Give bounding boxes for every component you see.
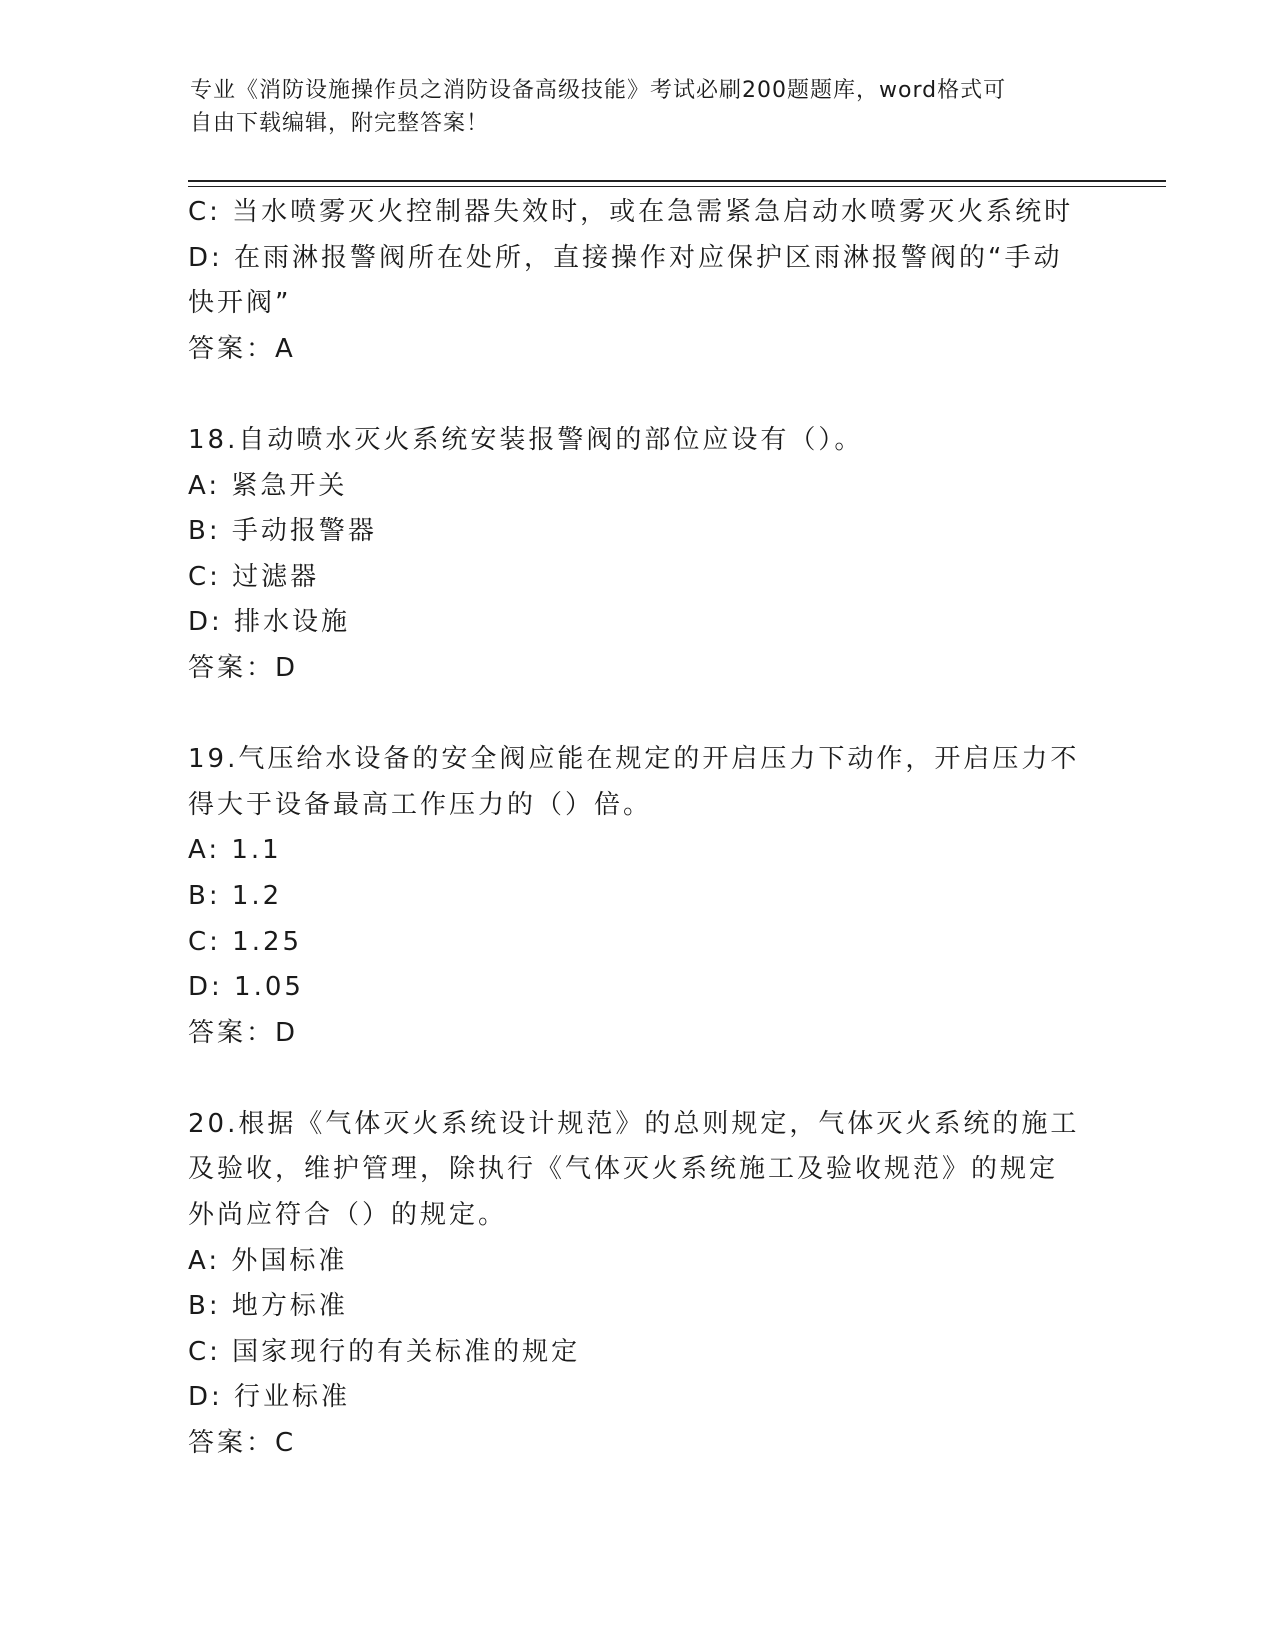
option-c: C: 过滤器 xyxy=(188,561,320,592)
answer-line: 答案：A xyxy=(188,333,296,364)
question-text: 20.根据《气体灭火系统设计规范》的总则规定，气体灭火系统的施工 xyxy=(188,1108,1080,1139)
question-block-17 xyxy=(188,190,1088,372)
question-text: 19.气压给水设备的安全阀应能在规定的开启压力下动作，开启压力不 xyxy=(188,744,1080,775)
option-b: B: 手动报警器 xyxy=(188,516,377,547)
answer-line: 答案：D xyxy=(188,652,299,683)
option-c: C: 国家现行的有关标准的规定 xyxy=(188,1336,581,1367)
header-line-1: 专业《消防设施操作员之消防设备高级技能》考试必刷200题题库，word格式可 xyxy=(190,78,1007,103)
question-block-19 xyxy=(188,737,1088,1056)
header-divider-thin xyxy=(188,186,1166,187)
header-line-2: 自由下载编辑，附完整答案！ xyxy=(190,111,490,136)
question-list xyxy=(188,190,1088,1512)
document-header xyxy=(190,74,1070,140)
option-d: D: 1.05 xyxy=(188,972,304,1003)
header-divider-thick xyxy=(188,180,1166,182)
option-c: C: 当水喷雾灭火控制器失效时，或在急需紧急启动水喷雾灭火系统时 xyxy=(188,197,1074,227)
answer-line: 答案：D xyxy=(188,1017,299,1048)
option-a: A: 1.1 xyxy=(188,835,282,866)
question-text-continued: 及验收，维护管理，除执行《气体灭火系统施工及验收规范》的规定 xyxy=(188,1154,1059,1185)
question-text-continued: 得大于设备最高工作压力的（）倍。 xyxy=(188,789,653,820)
question-text-continued: 外尚应符合（）的规定。 xyxy=(188,1200,508,1231)
option-b: B: 地方标准 xyxy=(188,1291,348,1322)
question-block-18 xyxy=(188,418,1088,692)
option-d: D: 行业标准 xyxy=(188,1382,351,1413)
option-b: B: 1.2 xyxy=(188,880,283,911)
option-c: C: 1.25 xyxy=(188,926,303,957)
option-d: D: 排水设施 xyxy=(188,607,351,638)
question-block-20 xyxy=(188,1102,1088,1467)
question-text: 18.自动喷水灭火系统安装报警阀的部位应设有（）。 xyxy=(188,424,864,455)
option-d: D: 在雨淋报警阀所在处所，直接操作对应保护区雨淋报警阀的“手动 xyxy=(188,242,1063,273)
option-a: A: 紧急开关 xyxy=(188,470,348,501)
option-a: A: 外国标准 xyxy=(188,1245,348,1276)
answer-line: 答案：C xyxy=(188,1428,297,1459)
option-d-continued: 快开阀” xyxy=(188,288,292,319)
